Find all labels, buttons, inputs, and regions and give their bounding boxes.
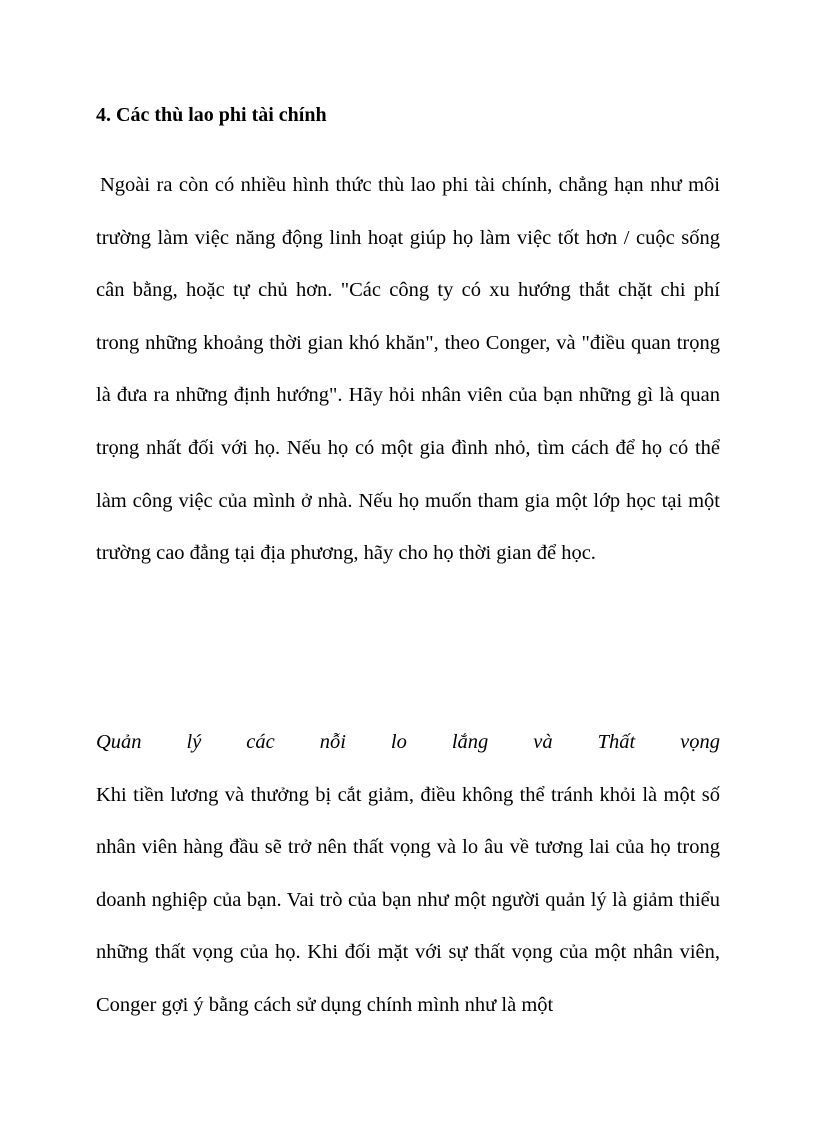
subsection-paragraph: Khi tiền lương và thưởng bị cắt giảm, điều không thể tránh khỏi là một số nhân viên hàng đầu sẽ trở nên thất vọng và lo âu về tương lai của họ trong doanh nghiệp của bạn. Vai trò của bạn như một người quản lý là giảm thiểu những thất vọng của họ. Khi đối mặt với sự thất vọng của một nhân viên, Conger gợi ý bằng cách sử dụng chính mình như là một: [96, 783, 720, 1016]
subsection-title-word: các: [246, 731, 275, 753]
subsection-title-word: Quản: [96, 731, 142, 753]
section-paragraph: Ngoài ra còn có nhiều hình thức thù lao phi tài chính, chẳng hạn như môi trường làm việc năng động linh hoạt giúp họ làm việc tốt hơn / cuộc sống cân bằng, hoặc tự chủ hơn. "Các công ty có xu hướng thắt chặt chi phí trong những khoảng thời gian khó khăn", theo Conger, và "điều quan trọng là đưa ra những định hướng". Hãy hỏi nhân viên của bạn những gì là quan trọng nhất đối với họ. Nếu họ có một gia đình nhỏ, tìm cách để họ có thể làm công việc của mình ở nhà. Nếu họ muốn tham gia một lớp học tại một trường cao đẳng tại địa phương, hãy cho họ thời gian để học.: [96, 174, 720, 565]
subsection-title-word: vọng: [680, 731, 720, 753]
subsection-title-word: nỗi: [319, 731, 346, 753]
subsection-block: [96, 716, 720, 1032]
subsection-title-word: lý: [186, 731, 202, 753]
subsection-title-word: và: [533, 731, 553, 753]
subsection-title-word: lo: [390, 731, 407, 753]
subsection-title-word: lắng: [451, 731, 489, 753]
subsection-title: [96, 716, 720, 769]
section-heading: 4. Các thù lao phi tài chính: [96, 104, 327, 126]
subsection-title-word: Thất: [597, 731, 636, 753]
